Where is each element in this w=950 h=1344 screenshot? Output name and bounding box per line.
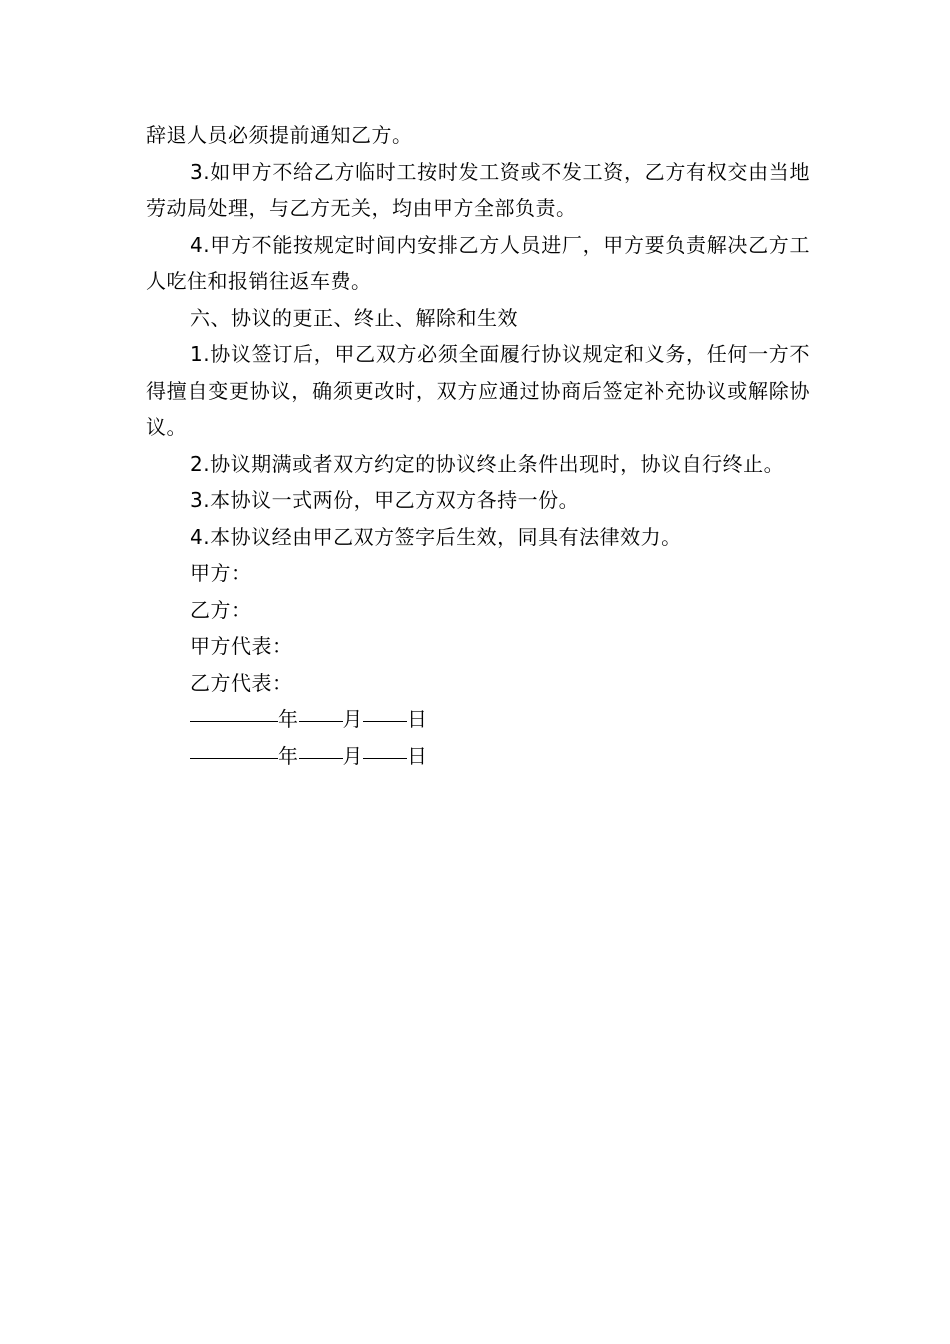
clause-6-1: 1.协议签订后，甲乙双方必须全面履行协议规定和义务，任何一方不得擅自变更协议，确须更改时，双方应通过协商后签定补充协议或解除协议。 xyxy=(146,342,810,439)
party-b-rep-label: 乙方代表： xyxy=(190,670,293,695)
document-body xyxy=(146,117,810,774)
date-line-2 xyxy=(146,738,810,775)
clause-6-4: 4.本协议经由甲乙双方签字后生效，同具有法律效力。 xyxy=(190,524,682,549)
day-label: 日 xyxy=(407,743,428,768)
month-label: 月 xyxy=(342,743,363,768)
party-a-label: 甲方： xyxy=(190,561,252,585)
day-blank xyxy=(363,697,407,722)
year-blank xyxy=(190,697,278,722)
section-heading-6: 六、协议的更正、终止、解除和生效 xyxy=(190,305,518,330)
party-b-label: 乙方： xyxy=(190,597,252,622)
month-label: 月 xyxy=(342,707,363,731)
party-a-rep-label: 甲方代表： xyxy=(190,634,293,658)
paragraph-continuation: 辞退人员必须提前通知乙方。 xyxy=(146,123,413,147)
clause-5-3: 3.如甲方不给乙方临时工按时发工资或不发工资，乙方有权交由当地劳动局处理，与乙方无关，均由甲方全部负责。 xyxy=(146,159,810,220)
date-line-1 xyxy=(146,701,810,738)
year-label: 年 xyxy=(278,743,299,768)
day-label: 日 xyxy=(407,707,428,731)
day-blank xyxy=(363,734,407,759)
month-blank xyxy=(299,697,343,722)
clause-6-2: 2.协议期满或者双方约定的协议终止条件出现时，协议自行终止。 xyxy=(190,451,785,476)
month-blank xyxy=(299,734,343,759)
clause-5-4: 4.甲方不能按规定时间内安排乙方人员进厂，甲方要负责解决乙方工人吃住和报销往返车费。 xyxy=(146,232,810,293)
year-label: 年 xyxy=(278,707,299,731)
clause-6-3: 3.本协议一式两份，甲乙方双方各持一份。 xyxy=(190,488,580,512)
year-blank xyxy=(190,734,278,759)
